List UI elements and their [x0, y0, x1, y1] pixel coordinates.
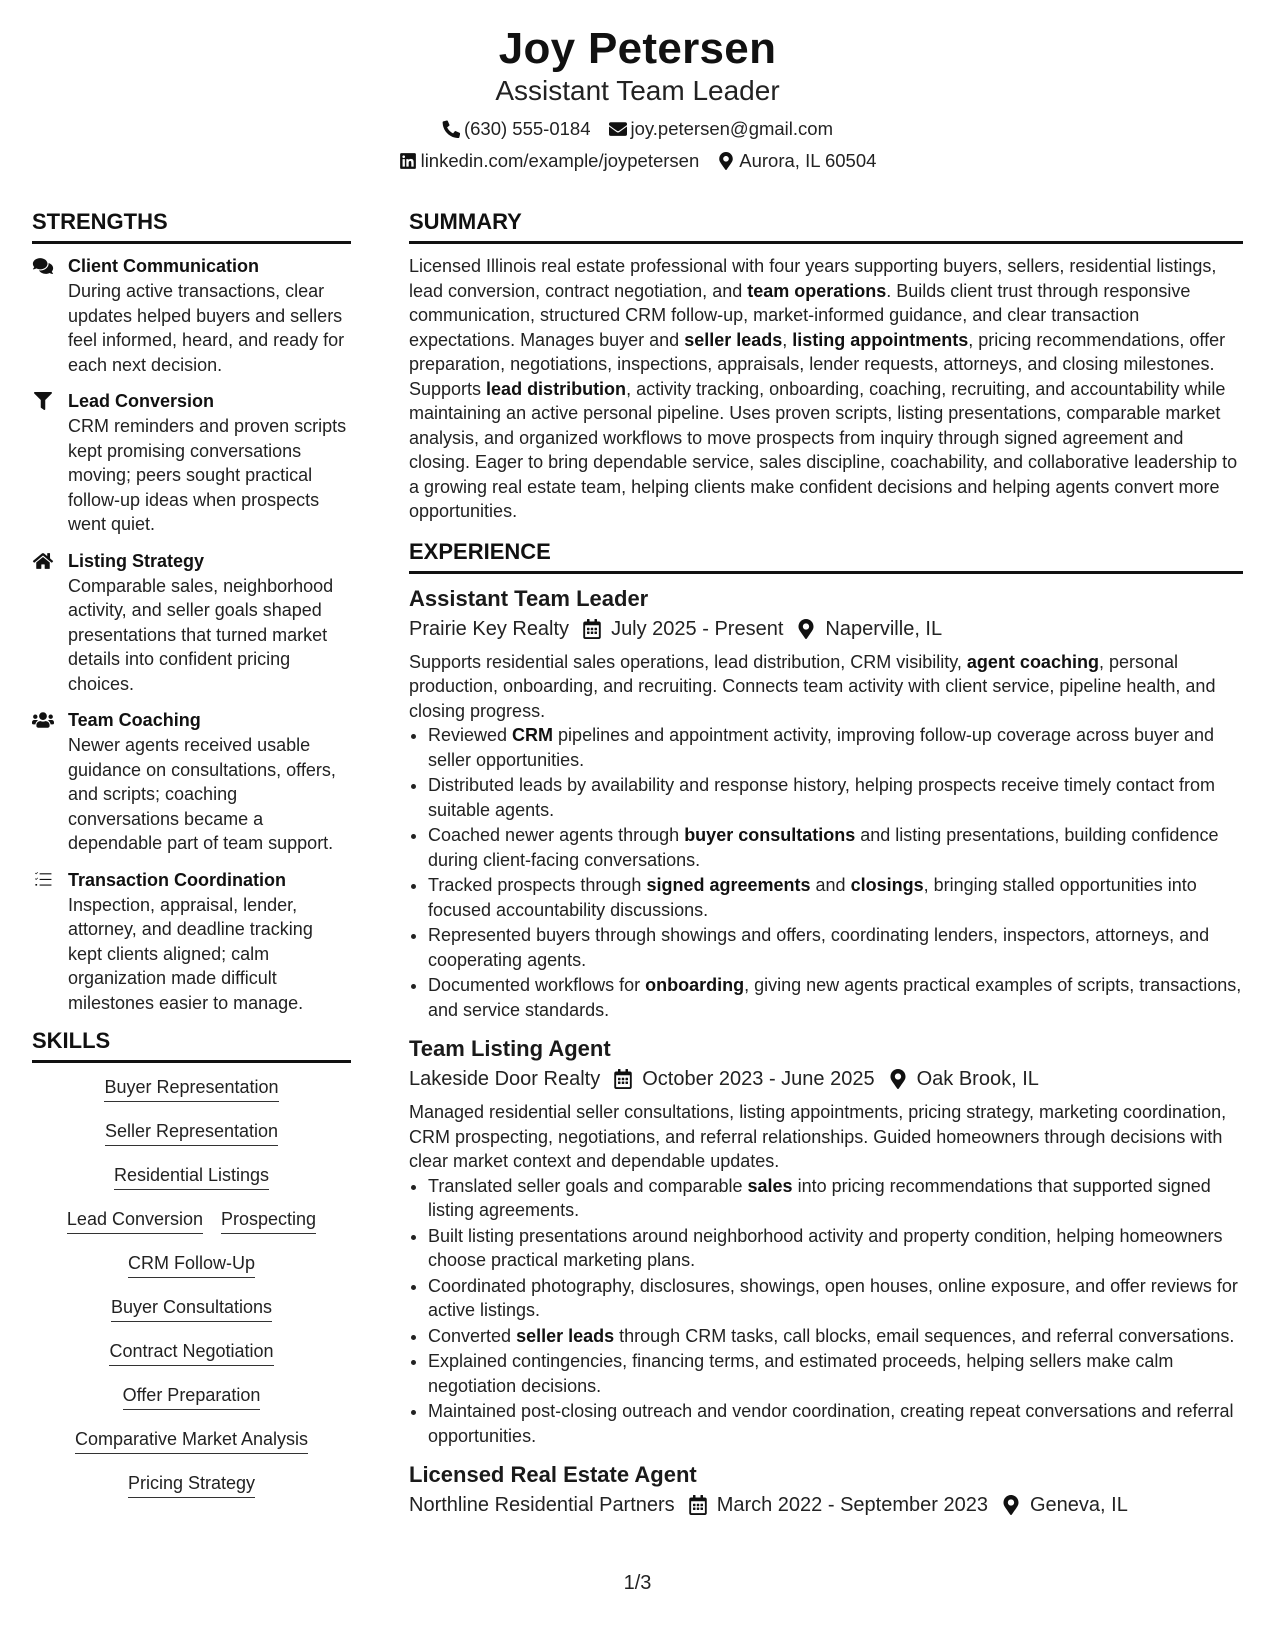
calendar-icon	[583, 619, 601, 639]
text-run: Maintained post-closing outreach and vendor coordination, creating repeat conversations and referral opportunities.	[428, 1401, 1234, 1446]
bold-phrase: agent coaching	[966, 651, 1099, 672]
bullet-item	[428, 1224, 1243, 1273]
bold-phrase: seller leads	[516, 1325, 615, 1346]
text-run: ,	[782, 329, 793, 350]
experience-heading: EXPERIENCE	[409, 538, 1243, 574]
skill-tag: Lead Conversion	[67, 1207, 203, 1234]
bullet-item	[428, 873, 1243, 922]
skill-tag: Buyer Consultations	[111, 1295, 272, 1322]
job-meta	[409, 1490, 1243, 1520]
map-marker-icon	[797, 619, 815, 639]
map-marker-icon	[889, 1069, 907, 1089]
phone-contact	[442, 116, 591, 142]
filter-icon	[32, 389, 58, 537]
text-run: pipelines and appointment activity, improving follow-up coverage across buyer and seller opportunities.	[428, 725, 1215, 770]
bold-phrase: listing appointments	[792, 329, 969, 350]
bold-phrase: buyer consultations	[684, 825, 856, 845]
bold-phrase: lead distribution	[486, 378, 627, 399]
tasks-icon	[32, 868, 58, 1016]
linkedin-contact[interactable]	[399, 148, 700, 174]
skill-tag: CRM Follow-Up	[128, 1251, 255, 1278]
job-dates: July 2025 - Present	[611, 617, 784, 640]
skill-tag: Contract Negotiation	[109, 1339, 273, 1366]
bullet-item	[428, 1274, 1243, 1323]
skills-list	[32, 1073, 351, 1498]
text-run: Distributed leads by availability and response history, helping prospects receive timely contact from suitable agents.	[428, 775, 1216, 820]
strength-item	[32, 389, 351, 537]
job-entry	[409, 1034, 1243, 1448]
bullet-item	[428, 723, 1243, 772]
job-title: Team Listing Agent	[409, 1036, 611, 1061]
skill-tag: Seller Representation	[105, 1119, 278, 1146]
job-meta	[409, 614, 1243, 644]
home-icon	[32, 549, 58, 697]
job-bullets	[409, 1174, 1243, 1449]
job-location: Geneva, IL	[1029, 1494, 1128, 1516]
text-run: Built listing presentations around neighborhood activity and property condition, helping homeowners choose practical marketing plans.	[428, 1225, 1223, 1270]
job-bullets	[409, 723, 1243, 1022]
strengths-list	[32, 254, 351, 1015]
strength-item	[32, 549, 351, 697]
text-run: Translated seller goals and comparable	[428, 1175, 748, 1196]
resume-header	[0, 0, 1275, 174]
text-run: Coordinated photography, disclosures, showings, open houses, online exposure, and offer reviews for active listings.	[428, 1275, 1238, 1320]
job-dates: March 2022 - September 2023	[716, 1494, 988, 1516]
skills-heading: SKILLS	[32, 1027, 351, 1063]
text-run: Explained contingencies, financing terms, and estimated proceeds, helping sellers make calm negotiation decisions.	[428, 1351, 1174, 1396]
skill-tag: Residential Listings	[114, 1163, 269, 1190]
linkedin-icon	[399, 152, 417, 170]
bold-phrase: onboarding	[645, 975, 745, 995]
strength-title: Team Coaching	[68, 710, 201, 730]
job-title: Assistant Team Leader	[409, 585, 649, 611]
bold-phrase: team operations	[747, 280, 887, 301]
text-run: . Builds client trust through responsive communication, structured CRM follow-up, market-informed guidance, and clear transaction expectations. Manages buyer and	[409, 280, 1191, 350]
summary-heading: SUMMARY	[409, 208, 1243, 244]
text-run: through CRM tasks, call blocks, email sequences, and referral conversations.	[614, 1325, 1235, 1346]
bullet-item	[428, 823, 1243, 872]
page-number: 1/3	[623, 1572, 652, 1594]
job-description	[409, 1100, 1243, 1174]
linkedin-text[interactable]: linkedin.com/example/joypetersen	[420, 150, 700, 171]
candidate-title: Assistant Team Leader	[495, 75, 780, 106]
bullet-item	[428, 923, 1243, 972]
strength-item	[32, 254, 351, 377]
candidate-name: Joy Petersen	[498, 24, 777, 73]
bold-phrase: closings	[850, 875, 924, 895]
job-entry	[409, 1460, 1243, 1520]
strength-title: Lead Conversion	[68, 391, 215, 411]
summary-text	[409, 254, 1243, 524]
text-run: , activity tracking, onboarding, coaching, recruiting, and accountability while maintaining an active personal pipeline. Uses proven scripts, listing presentations, comparable market analysis, and organized workflows to move prospects from inquiry through signed agreement and closing. Eager to bring dependable service, sales discipline, coachability, and collaborative leadership to a growing real estate team, helping clients make confident decisions and helping agents convert more opportunities.	[409, 378, 1238, 521]
job-company: Northline Residential Partners	[409, 1494, 675, 1516]
skill-tag: Offer Preparation	[123, 1383, 261, 1410]
bold-phrase: signed agreements	[646, 875, 811, 895]
right-column	[409, 208, 1243, 1532]
contact-row-1	[0, 116, 1275, 142]
phone-icon	[442, 120, 460, 138]
text-run: and	[810, 875, 851, 895]
strength-desc: Newer agents received usable guidance on consultations, offers, and scripts; coaching conversations became a dependable part of team support.	[68, 735, 336, 853]
job-meta	[409, 1064, 1243, 1094]
bullet-item	[428, 773, 1243, 822]
text-run: Coached newer agents through	[428, 825, 685, 845]
text-run: Represented buyers through showings and offers, coordinating lenders, inspectors, attorneys, and cooperating agents.	[428, 925, 1210, 970]
map-marker-icon	[1002, 1495, 1020, 1515]
strength-title: Transaction Coordination	[68, 869, 287, 890]
job-description	[409, 650, 1243, 724]
bullet-item	[428, 973, 1243, 1022]
job-title: Licensed Real Estate Agent	[409, 1462, 697, 1487]
text-run: , bringing stalled opportunities into focused accountability discussions.	[428, 875, 1197, 920]
bullet-item	[428, 1324, 1243, 1349]
calendar-icon	[614, 1069, 632, 1089]
skill-tag: Pricing Strategy	[128, 1471, 255, 1498]
job-location: Naperville, IL	[825, 617, 943, 640]
text-run: , giving new agents practical examples of scripts, transactions, and service standards.	[428, 975, 1242, 1020]
text-run: Documented workflows for	[428, 975, 646, 995]
bullet-item	[428, 1174, 1243, 1223]
skill-tag: Buyer Representation	[104, 1075, 278, 1102]
strength-desc: During active transactions, clear updates helped buyers and sellers feel informed, heard, and ready for each next decision.	[68, 281, 345, 375]
strength-title: Listing Strategy	[68, 550, 205, 571]
job-company: Prairie Key Realty	[409, 617, 570, 640]
bullet-item	[428, 1349, 1243, 1398]
left-column	[32, 208, 351, 1498]
comments-icon	[32, 254, 58, 377]
text-run: and listing presentations, building confidence during client-facing conversations.	[428, 825, 1219, 870]
contact-row-2	[0, 148, 1275, 174]
strengths-heading: STRENGTHS	[32, 208, 351, 244]
bold-phrase: sales	[747, 1175, 793, 1196]
strength-item	[32, 868, 351, 1016]
envelope-icon	[609, 120, 627, 138]
job-company: Lakeside Door Realty	[409, 1068, 601, 1090]
text-run: Licensed Illinois real estate professional with four years supporting buyers, sellers, residential listings, lead conversion, contract negotiation, and	[409, 256, 1217, 301]
location-contact	[717, 148, 876, 174]
strength-item	[32, 708, 351, 856]
strength-desc: Inspection, appraisal, lender, attorney, and deadline tracking kept clients aligned; calm organization made difficult milestones easier to manage.	[68, 894, 313, 1013]
email-contact[interactable]	[609, 116, 834, 142]
email-text[interactable]: joy.petersen@gmail.com	[630, 118, 833, 139]
phone-text: (630) 555-0184	[463, 118, 591, 139]
bold-phrase: CRM	[512, 725, 554, 745]
map-marker-icon	[717, 152, 735, 170]
users-icon	[32, 708, 58, 856]
text-run: Reviewed	[428, 725, 513, 745]
skill-tag: Prospecting	[221, 1207, 316, 1234]
job-entry	[409, 584, 1243, 1023]
text-run: , pricing recommendations, offer preparation, negotiations, inspections, appraisals, lender requests, attorneys, and closing milestones. Supports	[409, 329, 1226, 399]
bullet-item	[428, 1399, 1243, 1448]
strength-desc: CRM reminders and proven scripts kept promising conversations moving; peers sought practical follow-up ideas when prospects went quiet.	[68, 416, 347, 534]
bold-phrase: seller leads	[684, 329, 783, 350]
text-run: into pricing recommendations that supported signed listing agreements.	[428, 1175, 1211, 1220]
job-location: Oak Brook, IL	[916, 1068, 1039, 1090]
job-dates: October 2023 - June 2025	[642, 1068, 875, 1090]
text-run: Tracked prospects through	[428, 875, 647, 895]
strength-title: Client Communication	[68, 256, 260, 276]
skill-tag: Comparative Market Analysis	[75, 1427, 308, 1454]
text-run: Converted	[428, 1325, 517, 1346]
text-run: Managed residential seller consultations, listing appointments, pricing strategy, marketing coordination, CRM prospecting, negotiations, and referral relationships. Guided homeowners through decisions with clear market context and dependable updates.	[409, 1102, 1227, 1171]
text-run: Supports residential sales operations, lead distribution, CRM visibility,	[409, 651, 967, 672]
calendar-icon	[689, 1495, 707, 1515]
text-run: , personal production, onboarding, and recruiting. Connects team activity with client service, pipeline health, and closing progress.	[409, 651, 1216, 721]
strength-desc: Comparable sales, neighborhood activity, and seller goals shaped presentations that turned market details into confident pricing choices.	[68, 575, 334, 694]
location-text: Aurora, IL 60504	[739, 150, 877, 171]
